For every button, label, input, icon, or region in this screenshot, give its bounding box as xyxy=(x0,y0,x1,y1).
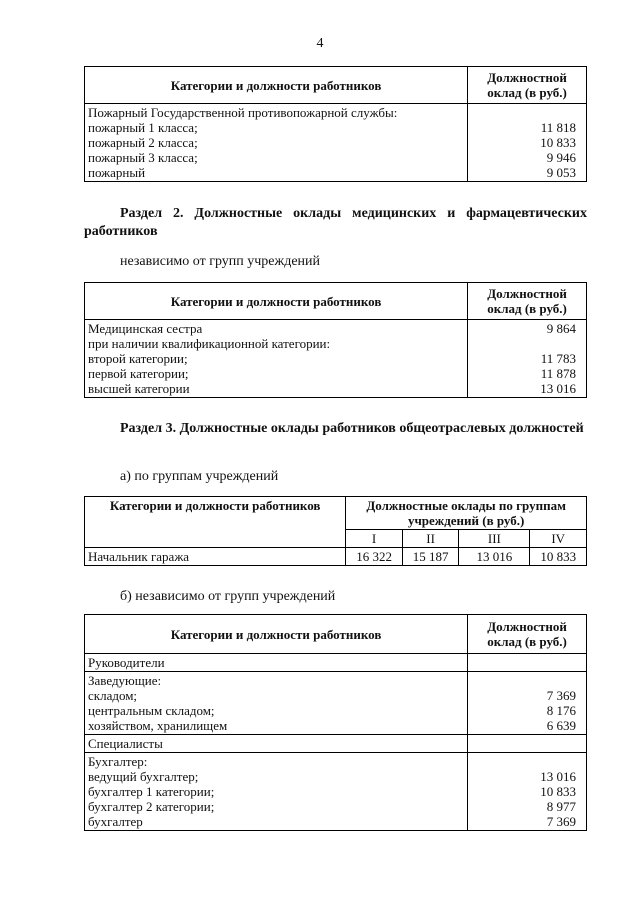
table-row-value: 8 176 xyxy=(546,703,576,718)
table-row-label: пожарный 1 класса; xyxy=(88,120,198,135)
medical-salary-table xyxy=(84,282,587,398)
table-row-value: 9 946 xyxy=(546,150,576,165)
table-row-label: бухгалтер 1 категории; xyxy=(88,784,215,799)
group-header-1: I xyxy=(346,530,403,548)
table-row-label: пожарный xyxy=(88,165,146,180)
group-header-2: II xyxy=(402,530,459,548)
table-row-value: 11 783 xyxy=(540,351,576,366)
table-row-label: Заведующие: xyxy=(88,673,162,688)
table-row-value: 6 639 xyxy=(546,718,576,733)
table-row-label: Начальник гаража xyxy=(85,548,346,566)
section-2-subheading: независимо от групп учреждений xyxy=(120,254,321,269)
table-row-label: пожарный 2 класса; xyxy=(88,135,198,150)
column-header-groups: Должностные оклады по группам учреждений (в руб.) xyxy=(346,497,587,530)
group-value-1: 16 322 xyxy=(346,548,403,566)
group-value-4: 10 833 xyxy=(530,548,587,566)
empty-cell xyxy=(468,654,587,672)
empty-cell xyxy=(468,735,587,753)
table-row-label: хозяйством, хранилищем xyxy=(88,718,228,733)
table-row-value xyxy=(471,336,576,351)
group-header-4: IV xyxy=(530,530,587,548)
group-value-3: 13 016 xyxy=(459,548,530,566)
table-row-value: 11 818 xyxy=(540,120,576,135)
section-2-heading: Раздел 2. Должностные оклады медицинских и фармацевтических работников xyxy=(84,206,587,239)
column-header-category: Категории и должности работников xyxy=(85,497,346,548)
table-row-value: 13 016 xyxy=(540,381,576,396)
category-cell xyxy=(85,672,468,735)
table-row-label: Пожарный Государственной противопожарной службы: xyxy=(88,105,398,120)
table-row-label: высшей категории xyxy=(88,381,190,396)
table-row-value xyxy=(471,754,576,769)
table-row-label: первой категории; xyxy=(88,366,189,381)
table-row-label: Бухгалтер: xyxy=(88,754,148,769)
section-3-subheading-a: а) по группам учреждений xyxy=(120,469,279,484)
table-row-label: центральным складом; xyxy=(88,703,215,718)
table-row-value: 10 833 xyxy=(540,784,576,799)
garage-salary-table xyxy=(84,496,587,566)
table-row-label: при наличии квалификационной категории: xyxy=(88,336,331,351)
group-value-2: 15 187 xyxy=(402,548,459,566)
category-cell xyxy=(85,320,468,398)
column-header-category: Категории и должности работников xyxy=(85,67,468,104)
salary-cell xyxy=(468,753,587,831)
table-row-label: пожарный 3 класса; xyxy=(88,150,198,165)
column-header-salary: Должностной оклад (в руб.) xyxy=(468,615,587,654)
salary-cell xyxy=(468,672,587,735)
table-row-label: ведущий бухгалтер; xyxy=(88,769,199,784)
table-row-label: бухгалтер xyxy=(88,814,143,829)
category-cell xyxy=(85,753,468,831)
group-header-managers: Руководители xyxy=(85,654,468,672)
group-header-specialists: Специалисты xyxy=(85,735,468,753)
table-row-label: бухгалтер 2 категории; xyxy=(88,799,215,814)
section-3-heading: Раздел 3. Должностные оклады работников общеотраслевых должностей xyxy=(120,421,584,436)
table-row-label: второй категории; xyxy=(88,351,188,366)
general-positions-salary-table xyxy=(84,614,587,831)
fire-service-salary-table xyxy=(84,66,587,182)
table-row-value xyxy=(471,673,576,688)
group-header-3: III xyxy=(459,530,530,548)
section-3-subheading-b: б) независимо от групп учреждений xyxy=(120,589,336,604)
salary-cell xyxy=(468,320,587,398)
column-header-category: Категории и должности работников xyxy=(85,283,468,320)
table-row-label: Медицинская сестра xyxy=(88,321,203,336)
salary-cell xyxy=(468,104,587,182)
table-row xyxy=(85,548,587,566)
column-header-salary: Должностной оклад (в руб.) xyxy=(468,67,587,104)
table-row-value: 7 369 xyxy=(546,688,576,703)
table-row-value: 8 977 xyxy=(546,799,576,814)
table-row-value: 9 053 xyxy=(546,165,576,180)
table-row-value: 9 864 xyxy=(546,321,576,336)
table-row-value xyxy=(471,105,576,120)
table-row-value: 11 878 xyxy=(540,366,576,381)
table-row-value: 10 833 xyxy=(540,135,576,150)
page-number: 4 xyxy=(316,36,324,51)
category-cell xyxy=(85,104,468,182)
table-row-label: складом; xyxy=(88,688,138,703)
column-header-category: Категории и должности работников xyxy=(85,615,468,654)
table-row-value: 13 016 xyxy=(540,769,576,784)
column-header-salary: Должностной оклад (в руб.) xyxy=(468,283,587,320)
table-row-value: 7 369 xyxy=(546,814,576,829)
